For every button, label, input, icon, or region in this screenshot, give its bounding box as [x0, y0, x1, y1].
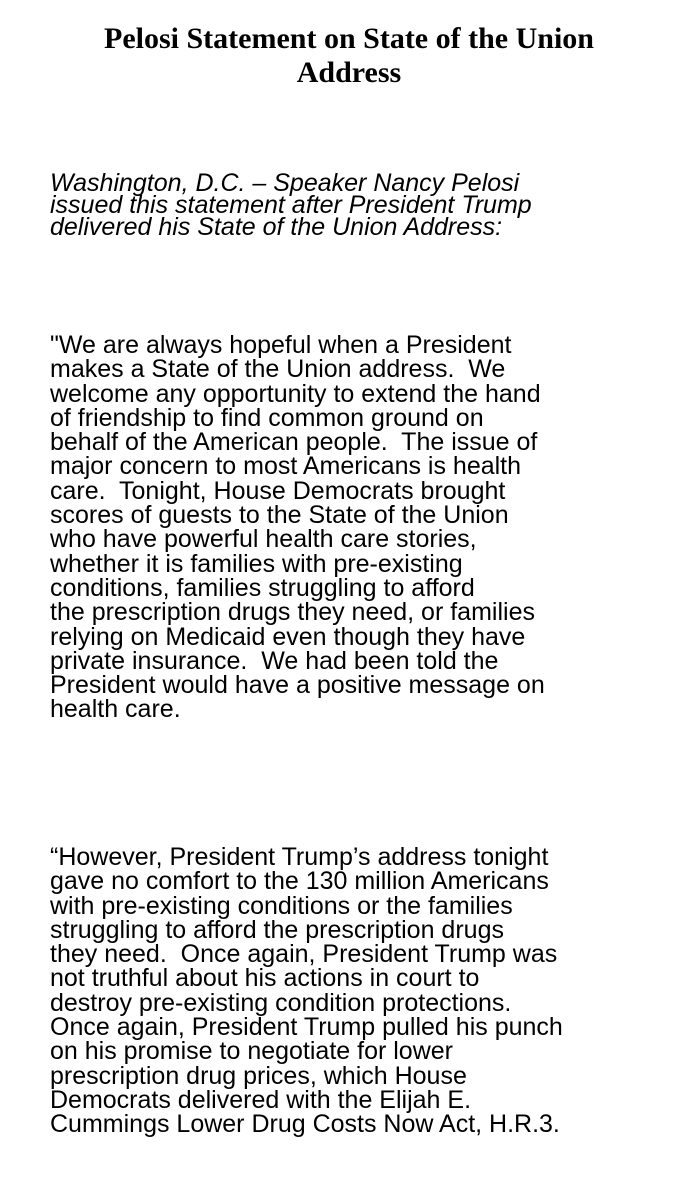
paragraph-line: on his promise to negotiate for lower: [50, 1037, 453, 1066]
paragraph-line: they need. Once again, President Trump was: [50, 940, 558, 969]
paragraph-line: struggling to afford the prescription drugs: [50, 915, 504, 944]
dateline-line: Washington, D.C. – Speaker Nancy Pelosi: [50, 169, 520, 197]
paragraph-line: Once again, President Trump pulled his punch: [50, 1013, 563, 1042]
title-line: Pelosi Statement on State of the Union: [104, 22, 594, 55]
paragraph-line: Democrats delivered with the Elijah E.: [50, 1085, 472, 1114]
page-title: [40, 22, 658, 90]
paragraph-line: with pre-existing conditions or the families: [50, 891, 513, 920]
paragraph-line: whether it is families with pre-existing: [50, 549, 463, 578]
statement-paragraph-2: [50, 845, 670, 1137]
dateline-line: delivered his State of the Union Address:: [50, 213, 503, 241]
paragraph-line: health care.: [50, 695, 181, 724]
paragraph-line: relying on Medicaid even though they have: [50, 622, 526, 651]
statement-paragraph-1: [50, 333, 670, 722]
paragraph-line: gave no comfort to the 130 million Americans: [50, 867, 549, 896]
paragraph-line: conditions, families struggling to afford: [50, 573, 475, 602]
paragraph-line: behalf of the American people. The issue of: [50, 428, 538, 457]
dateline-line: issued this statement after President Trump: [50, 191, 532, 219]
paragraph-line: Cummings Lower Drug Costs Now Act, H.R.3.: [50, 1110, 560, 1139]
paragraph-line: not truthful about his actions in court to: [50, 964, 480, 993]
paragraph-line: makes a State of the Union address. We: [50, 355, 506, 384]
paragraph-line: major concern to most Americans is health: [50, 452, 522, 481]
paragraph-line: President would have a positive message on: [50, 671, 545, 700]
dateline: [50, 169, 660, 241]
paragraph-line: who have powerful health care stories,: [50, 525, 477, 554]
paragraph-line: private insurance. We had been told the: [50, 646, 499, 675]
paragraph-line: care. Tonight, House Democrats brought: [50, 476, 506, 505]
paragraph-line: "We are always hopeful when a President: [50, 331, 512, 359]
paragraph-line: welcome any opportunity to extend the hand: [50, 379, 541, 408]
paragraph-line: “However, President Trump’s address tonight: [50, 843, 549, 871]
paragraph-line: the prescription drugs they need, or families: [50, 598, 535, 627]
paragraph-line: prescription drug prices, which House: [50, 1061, 467, 1090]
paragraph-line: of friendship to find common ground on: [50, 403, 484, 432]
paragraph-line: destroy pre-existing condition protections.: [50, 988, 512, 1017]
paragraph-line: scores of guests to the State of the Union: [50, 501, 509, 530]
title-line: Address: [296, 56, 402, 89]
